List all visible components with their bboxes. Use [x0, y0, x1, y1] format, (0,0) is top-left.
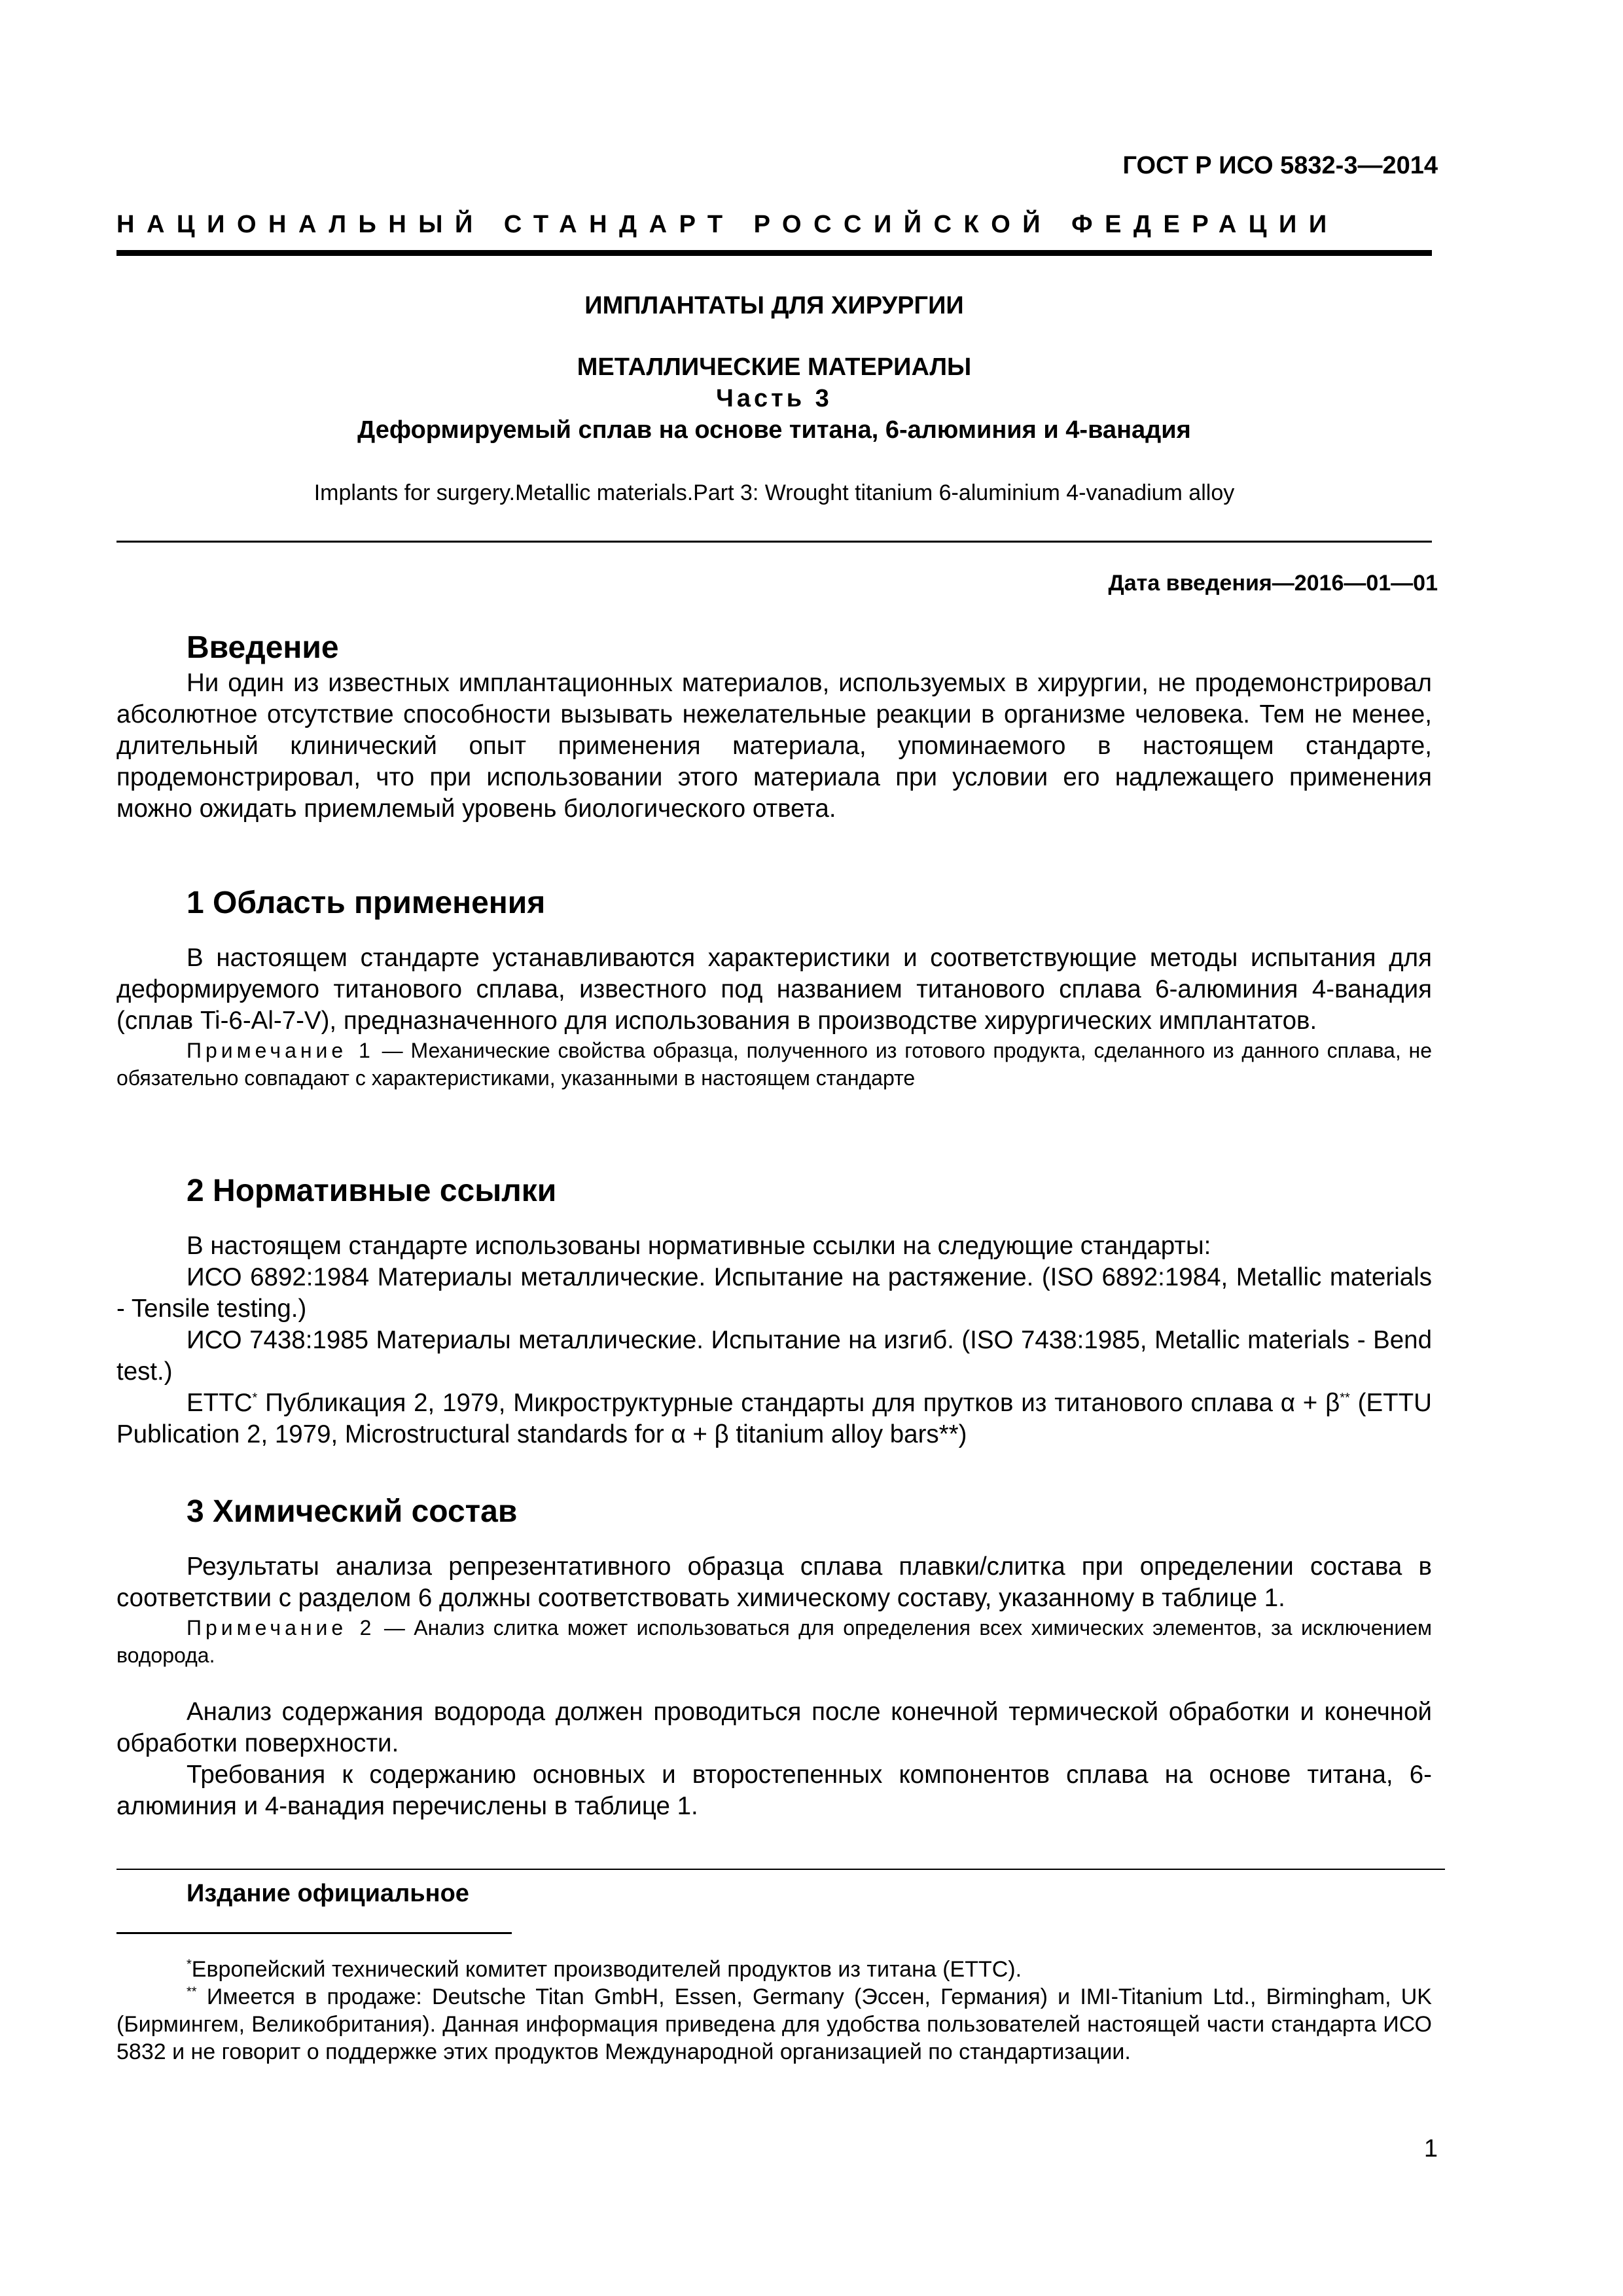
footnote-1-text: Европейский технический комитет производителей продуктов из титана (ЕТТС). [191, 1957, 1022, 1982]
ref3-part-c: (ETTU Publication 2, 1979, Microstructural standards for α + β titanium alloy bars**) [116, 1389, 1432, 1448]
section-chemical-composition [116, 1492, 1432, 1822]
section3-para-2: Анализ содержания водорода должен проводиться после конечной термической обработки и конечной обработки поверхности. [116, 1698, 1432, 1757]
title-line-1: ИМПЛАНТАТЫ ДЛЯ ХИРУРГИИ [584, 292, 964, 319]
doc-number: ГОСТ Р ИСО 5832-3—2014 [1122, 152, 1438, 179]
ref3-part-a: ЕТТС [187, 1389, 253, 1417]
title-rule [116, 541, 1432, 543]
section2-heading: 2 Нормативные ссылки [187, 1174, 557, 1208]
footnote-2-mark: ** [187, 1984, 197, 2000]
section3-heading: 3 Химический состав [187, 1494, 518, 1529]
footnote-separator [116, 1932, 512, 1934]
edition-rule [116, 1869, 1445, 1870]
reference-iso-6892: ИСО 6892:1984 Материалы металлические. Испытание на растяжение. (ISO 6892:1984, Metallic materials - Tensile testing.) [116, 1263, 1432, 1323]
footnote-2 [116, 1983, 1432, 2066]
section-normative-references [116, 1172, 1432, 1450]
footnotes [116, 1956, 1432, 2066]
note2-label: Примечание 2 [187, 1616, 376, 1640]
ref3-part-b: Публикация 2, 1979, Микроструктурные стандарты для прутков из титанового сплава α + β [257, 1389, 1340, 1417]
footnote-1 [116, 1956, 1432, 1983]
date-of-introduction: Дата введения—2016—01—01 [1108, 571, 1438, 596]
section3-note [116, 1614, 1432, 1669]
reference-ettc [116, 1388, 1432, 1450]
section1-text: В настоящем стандарте устанавливаются характеристики и соответствующие методы испытания для деформируемого титанового сплава, известного под названием титанового сплава 6-алюминия 4-ванадия (сплав Ti-6-Al-7-V), предназначенного для использования в производстве хирургических имплантатов. [116, 944, 1432, 1035]
title-english: Implants for surgery.Metallic materials.Part 3: Wrought titanium 6-aluminium 4-vanadium alloy [313, 480, 1235, 505]
note1-label: Примечание 1 [187, 1039, 374, 1062]
official-edition-label: Издание официальное [187, 1880, 469, 1907]
header-rule [116, 250, 1432, 256]
section3-para-1: Результаты анализа репрезентативного образца сплава плавки/слитка при определении состава в соответствии с разделом 6 должны соответствовать химическому составу, указанному в таблице 1. [116, 1552, 1432, 1612]
section-scope [116, 884, 1432, 1092]
intro-heading: Введение [187, 630, 339, 665]
section2-lead: В настоящем стандарте использованы нормативные ссылки на следующие стандарты: [187, 1232, 1211, 1260]
footnote-1-mark: * [187, 1957, 192, 1972]
footnote-mark-1: * [252, 1391, 258, 1406]
note2-text: — Анализ слитка может использоваться для определения всех химических элементов, за исключением водорода. [116, 1616, 1433, 1667]
section-introduction [116, 628, 1432, 825]
title-line-2: МЕТАЛЛИЧЕСКИЕ МАТЕРИАЛЫ [577, 353, 972, 381]
title-line-3: Часть 3 [716, 385, 832, 412]
reference-iso-7438: ИСО 7438:1985 Материалы металлические. Испытание на изгиб. (ISO 7438:1985, Metallic materials - Bend test.) [116, 1326, 1432, 1386]
footnote-mark-2: ** [1340, 1391, 1350, 1406]
footnote-2-text: Имеется в продаже: Deutsche Titan GmbH, Essen, Germany (Эссен, Германия) и IMI-Titanium Ltd., Birmingham, UK (Бирмингем, Великобритания). Данная информация приведена для удобства пользователей настоящей части стандарта ИСО 5832 и не говорит о поддержке этих продуктов Международной организацией по стандартизации. [116, 1984, 1432, 2064]
title-line-4: Деформируемый сплав на основе титана, 6-алюминия и 4-ванадия [357, 416, 1191, 444]
section1-note [116, 1037, 1432, 1092]
intro-text: Ни один из известных имплантационных материалов, используемых в хирургии, не продемонстрировал абсолютное отсутствие способности вызывать нежелательные реакции в организме человека. Тем не менее, длительный клинический опыт применения материала, упоминаемого в настоящем стандарте, продемонстрировал, что при использовании этого материала при условии его надлежащего применения можно ожидать приемлемый уровень биологического ответа. [116, 669, 1432, 823]
section1-heading: 1 Область применения [187, 886, 546, 920]
national-standard-banner: НАЦИОНАЛЬНЫЙ СТАНДАРТ РОССИЙСКОЙ ФЕДЕРАЦИИ [116, 211, 1339, 238]
note1-text: — Механические свойства образца, полученного из готового продукта, сделанного из данного сплава, не обязательно совпадают с характеристиками, указанными в настоящем стандарте [116, 1039, 1433, 1090]
page-number: 1 [1423, 2135, 1438, 2162]
section3-para-3: Требования к содержанию основных и второстепенных компонентов сплава на основе титана, 6-алюминия и 4-ванадия перечислены в таблице 1. [116, 1761, 1432, 1820]
